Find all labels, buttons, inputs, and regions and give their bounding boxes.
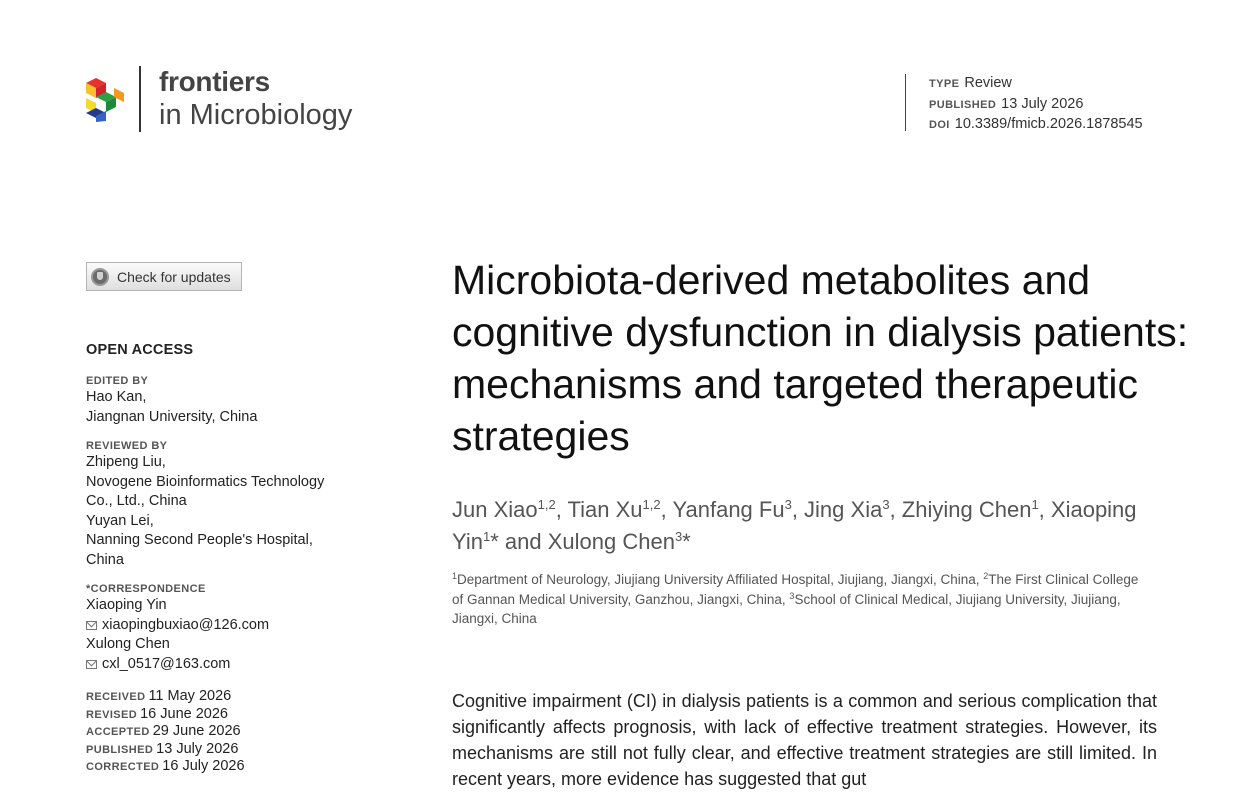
correspondent-email-row <box>86 655 386 675</box>
author-name[interactable]: Zhiying Chen <box>901 497 1032 522</box>
check-updates-icon <box>91 268 109 286</box>
journal-brand: frontiers <box>159 66 270 97</box>
date-published: PUBLISHED 13 July 2026 <box>86 740 239 757</box>
reviewer-line: Novogene Bioinformatics Technology <box>86 473 325 490</box>
email-link[interactable]: xiaopingbuxiao@126.com <box>102 616 270 633</box>
meta-published: PUBLISHED 13 July 2026 <box>929 95 1084 112</box>
check-for-updates-label: Check for updates <box>117 268 231 285</box>
reviewer-line: Yuyan Lei, <box>86 512 154 529</box>
reviewer-line: Zhipeng Liu, <box>86 454 166 470</box>
author-name[interactable]: Jun Xiao <box>452 497 538 522</box>
correspondent-email-row <box>86 616 386 636</box>
author-affil-ref: 3 <box>784 497 792 512</box>
open-access-label: OPEN ACCESS <box>86 342 194 358</box>
author-affil-ref: 3 <box>882 497 890 512</box>
author-name[interactable]: Xulong Chen <box>547 529 675 554</box>
email-link[interactable]: cxl_0517@163.com <box>102 655 231 672</box>
reviewer-line: China <box>86 551 124 568</box>
article-dates <box>86 688 386 776</box>
affil-number: 2 <box>983 571 989 581</box>
meta-doi: DOI 10.3389/fmicb.2026.1878545 <box>929 116 1143 132</box>
affil-number: 3 <box>789 590 795 601</box>
reviewer-line: Nanning Second People's Hospital, <box>86 532 313 548</box>
author-affil-ref: 3 <box>674 529 683 544</box>
edited-by-label: EDITED BY <box>86 375 149 387</box>
frontiers-logo-icon <box>86 78 124 122</box>
reviewer-line: Co., Ltd., China <box>86 493 187 509</box>
doi-link[interactable]: 10.3389/fmicb.2026.1878545 <box>954 116 1143 132</box>
article-info-sidebar <box>86 342 386 776</box>
journal-name <box>159 68 352 130</box>
date-accepted: ACCEPTED 29 June 2026 <box>86 723 241 739</box>
author-affil-ref: 1 <box>482 529 491 544</box>
author-affil-ref: 1 <box>1031 497 1039 512</box>
mail-icon <box>86 660 97 669</box>
journal-subtitle: in Microbiology <box>159 99 353 131</box>
author-name[interactable]: Jing Xia <box>804 497 883 522</box>
author-affil-ref: 1,2 <box>537 497 556 512</box>
editor-name: Hao Kan, <box>86 389 147 405</box>
author-name[interactable]: Yanfang Fu <box>672 497 785 522</box>
affiliation-text: The First Clinical College of Gannan Medical University, Ganzhou, Jiangxi, China, <box>452 572 1139 607</box>
mail-icon <box>86 621 97 630</box>
correspondence-label: *CORRESPONDENCE <box>86 583 206 595</box>
author-list: Jun Xiao$^{1,2}$, Tian Xu$^{1,2}$, Yanfang Fu$^3$, Jing Xia$^3$, Zhiying Chen$^1$, Xiaoping Yin$^1$* and Xulong Chen$^3$* <box>452 497 1137 554</box>
meta-divider <box>905 74 906 131</box>
date-corrected: CORRECTED 16 July 2026 <box>86 758 245 774</box>
check-for-updates-button[interactable] <box>86 262 242 291</box>
date-revised: REVISED 16 June 2026 <box>86 705 228 722</box>
reviewed-by-label: REVIEWED BY <box>86 440 168 452</box>
affil-number: 1 <box>452 571 458 581</box>
author-name[interactable]: Xiaoping Yin <box>452 497 1137 554</box>
abstract-text: Cognitive impairment (CI) in dialysis patients is a common and serious complication that significantly affects prognosis, with lack of effective treatment strategies. However, its mechanisms are still not fully clear, and effective treatment strategies are still limited. In recent years, more evidence has suggested that gut <box>452 691 1157 789</box>
article-meta <box>929 74 1143 136</box>
author-name[interactable]: Tian Xu <box>567 497 643 522</box>
affiliation-text: School of Clinical Medical, Jiujiang University, Jiujiang, Jiangxi, China <box>452 591 1121 626</box>
author-affil-ref: 1,2 <box>642 497 661 512</box>
correspondent-name: Xiaoping Yin <box>86 597 167 613</box>
affiliation-text: Department of Neurology, Jiujiang University Affiliated Hospital, Jiujiang, Jiangxi, China, <box>457 572 984 587</box>
affiliations <box>452 570 1152 629</box>
header-divider <box>139 66 141 132</box>
meta-type: TYPE Review <box>929 75 1012 91</box>
date-received: RECEIVED 11 May 2026 <box>86 688 232 704</box>
correspondent-name: Xulong Chen <box>86 636 170 652</box>
article-title: Microbiota-derived metabolites and cognitive dysfunction in dialysis patients: mechanisms and targeted therapeutic strategies <box>452 257 1189 459</box>
editor-affiliation: Jiangnan University, China <box>86 408 258 425</box>
